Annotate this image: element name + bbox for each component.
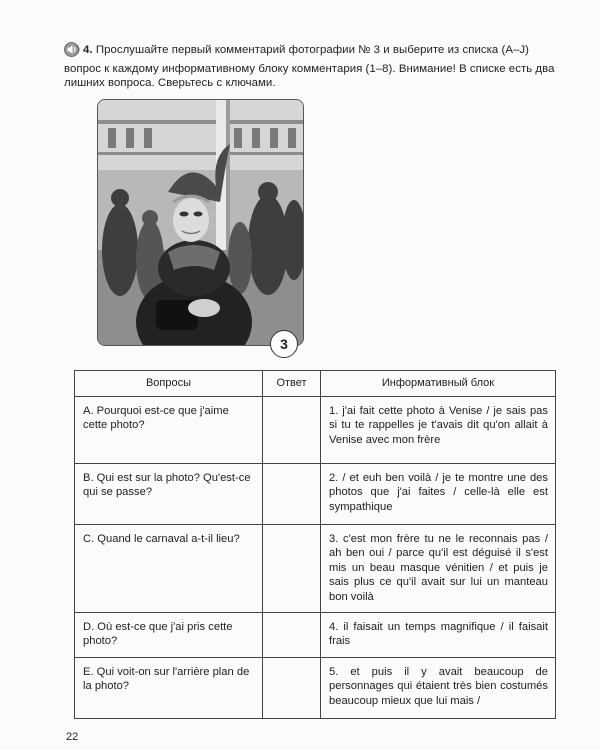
photo-number-badge: 3 (270, 330, 298, 358)
questions-table (74, 370, 556, 719)
task-text: Прослушайте первый комментарий фотографии № 3 и выберите из списка (A–J) вопрос к каждому информативному блоку комментария (1–8). Внимание! В списке есть два лишних вопроса. Сверьтесь с ключами. (64, 44, 555, 89)
task-instruction (64, 42, 564, 91)
table-row (75, 524, 556, 612)
carnival-photo (97, 99, 304, 346)
table-row (75, 463, 556, 524)
info-block-cell: 5. et puis il y avait beaucoup de personnages qui étaient très bien costumés beaucoup mieux que lui mais / (321, 657, 556, 718)
question-cell: D. Où est-ce que j'ai pris cette photo? (75, 612, 263, 657)
header-questions: Вопросы (75, 371, 263, 397)
page-number: 22 (66, 731, 79, 743)
table-row (75, 657, 556, 718)
info-block-cell: 4. il faisait un temps magnifique / il faisait frais (321, 612, 556, 657)
question-cell: C. Quand le carnaval a-t-il lieu? (75, 524, 263, 612)
answer-cell[interactable] (263, 524, 321, 612)
answer-cell[interactable] (263, 463, 321, 524)
info-block-cell: 2. / et euh ben voilà / je te montre une des photos que j'ai faites / celle-là elle est sympathique (321, 463, 556, 524)
question-cell: E. Qui voit-on sur l'arrière plan de la photo? (75, 657, 263, 718)
info-block-cell: 3. c'est mon frère tu ne le reconnais pas / ah ben oui / parce qu'il est déguisé il s'est mis un beau masque vénitien / et puis je sais plus ce qu'il avait sur lui un manteau bon voilà (321, 524, 556, 612)
info-block-cell: 1. j'ai fait cette photo à Venise / je sais pas si tu te rappelles je t'avais dit qu'on allait à Venise avec mon frère (321, 396, 556, 463)
question-cell: B. Qui est sur la photo? Qu'est-ce qui se passe? (75, 463, 263, 524)
header-info-block: Информативный блок (321, 371, 556, 397)
table-header-row (75, 371, 556, 397)
audio-icon[interactable] (64, 42, 81, 62)
table-row (75, 612, 556, 657)
answer-cell[interactable] (263, 657, 321, 718)
table-row (75, 396, 556, 463)
answer-cell[interactable] (263, 396, 321, 463)
task-number: 4. (83, 44, 93, 56)
question-cell: A. Pourquoi est-ce que j'aime cette photo? (75, 396, 263, 463)
answer-cell[interactable] (263, 612, 321, 657)
header-answer: Ответ (263, 371, 321, 397)
